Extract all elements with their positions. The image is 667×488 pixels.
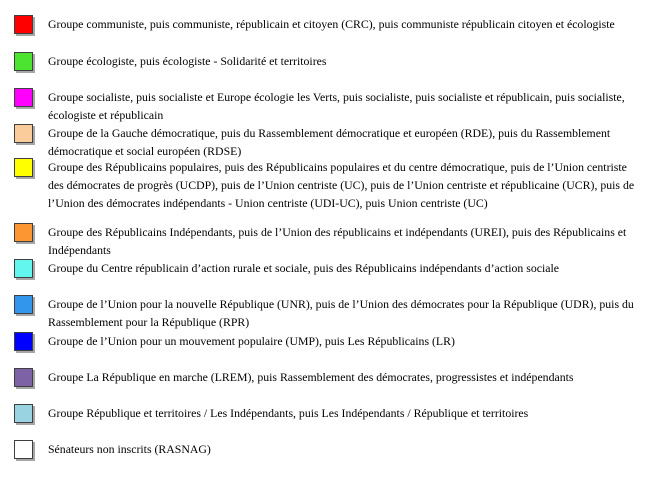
legend-item-label: Groupe écologiste, puis écologiste - Solidarité et territoires [48,54,327,68]
legend-item-label: Groupe communiste, puis communiste, républicain et citoyen (CRC), puis communiste républicain citoyen et écologiste [48,17,615,31]
legend-item-label: Groupe République et territoires / Les Indépendants, puis Les Indépendants / République et territoires [48,406,529,420]
color-swatch [14,223,33,242]
legend-item-label: Groupe de l’Union pour un mouvement populaire (UMP), puis Les Républicains (LR) [48,334,455,348]
color-swatch [14,440,33,459]
color-swatch [14,124,33,143]
legend-item-label: Groupe des Républicains Indépendants, puis de l’Union des républicains et indépendants (UREI), puis des Républicains et Indépendants [48,225,627,257]
color-swatch [14,15,33,34]
color-swatch [14,332,33,351]
color-swatch [14,158,33,177]
legend-item-label: Groupe de la Gauche démocratique, puis du Rassemblement démocratique et européen (RDE), puis du Rassemblement démocratique et social européen (RDSE) [48,126,611,158]
color-swatch [14,368,33,387]
color-swatch [14,259,33,278]
legend-item-label: Groupe des Républicains populaires, puis des Républicains populaires et du centre démocratique, puis de l’Union centriste des démocrates de progrès (UCDP), puis de l’Union centriste (UC), puis de l’Union centriste et républicaine (UCR), puis de l’Union des démocrates indépendants - Union centriste (UDI-UC), puis Union centriste (UC) [48,160,635,210]
color-swatch [14,404,33,423]
legend-item-label: Groupe La République en marche (LREM), puis Rassemblement des démocrates, progressistes et indépendants [48,370,574,384]
color-swatch [14,52,33,71]
legend-item-label: Groupe de l’Union pour la nouvelle République (UNR), puis de l’Union des démocrates pour la République (UDR), puis du Rassemblement pour la République (RPR) [48,297,634,329]
legend-item-label: Groupe du Centre républicain d’action rurale et sociale, puis des Républicains indépendants d’action sociale [48,261,560,275]
color-swatch [14,295,33,314]
legend-item-label: Groupe socialiste, puis socialiste et Europe écologie les Verts, puis socialiste, puis socialiste et républicain, puis socialiste, écologiste et républicain [48,90,625,122]
color-swatch [14,88,33,107]
legend-item-label: Sénateurs non inscrits (RASNAG) [48,442,211,456]
